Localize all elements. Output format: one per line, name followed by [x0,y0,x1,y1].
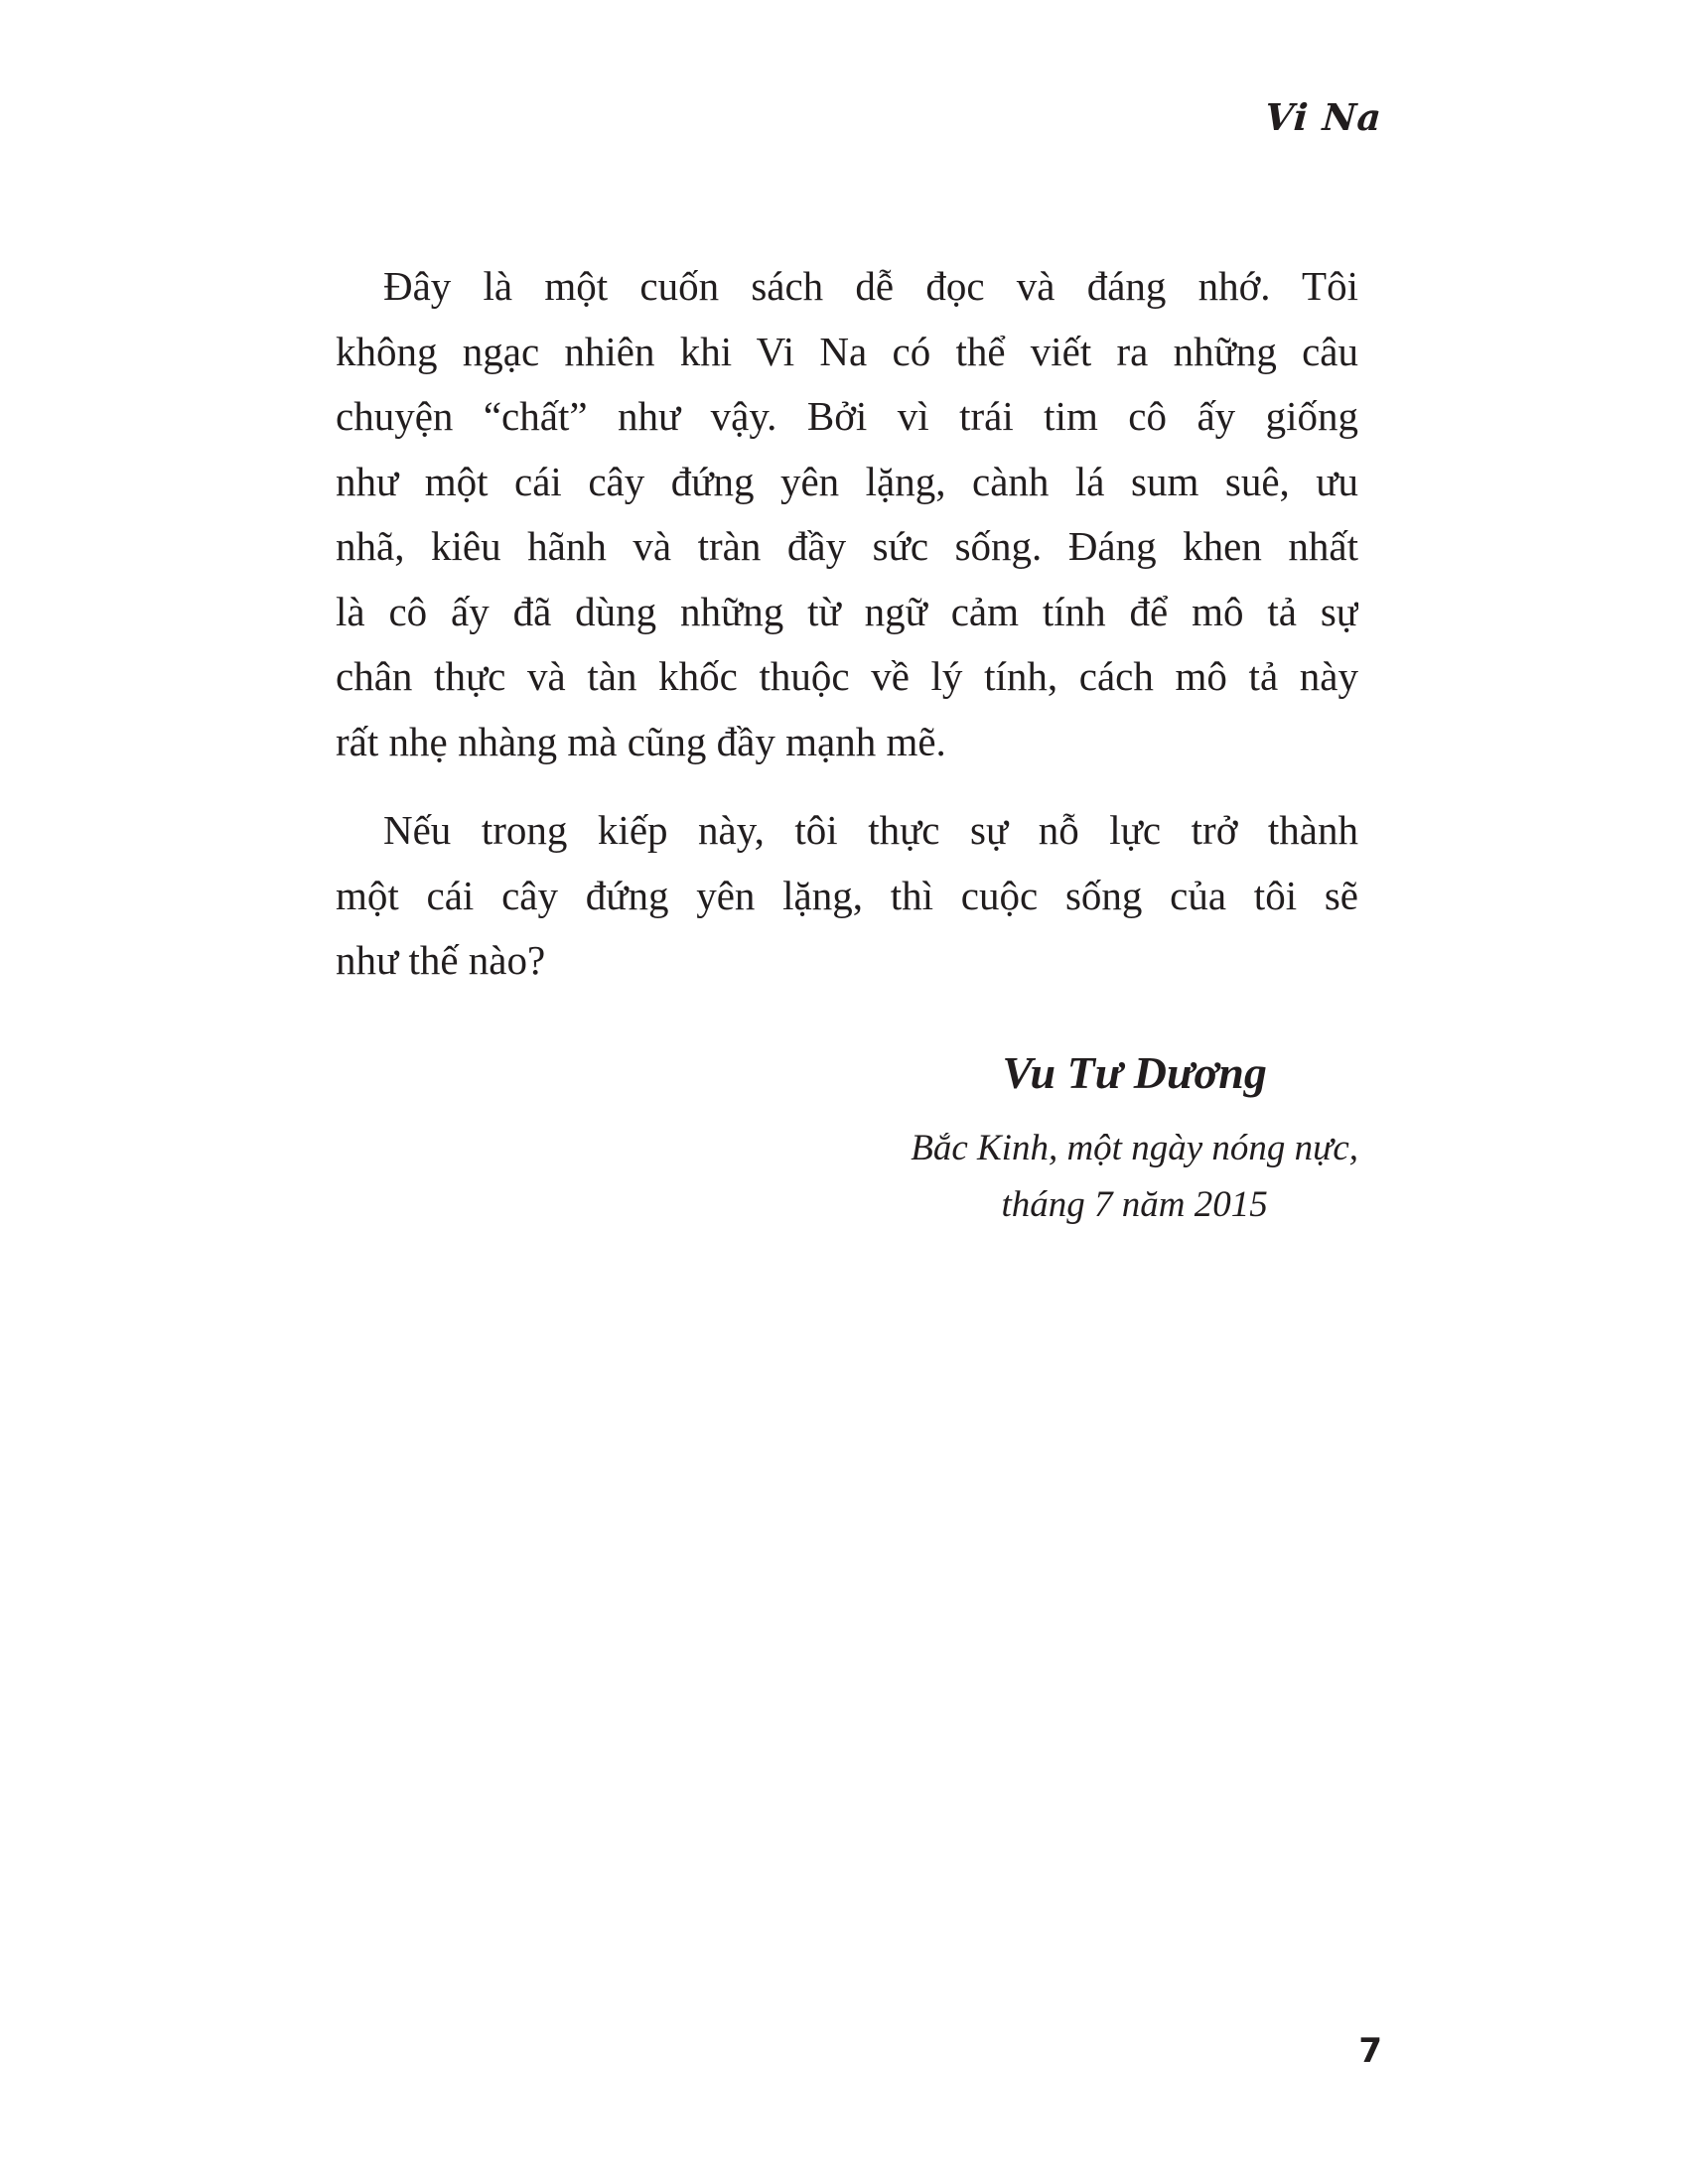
page-number: 7 [1358,2031,1382,2071]
paragraph-1 [336,254,1358,774]
signature-place-line: Bắc Kinh, một ngày nóng nực, [911,1127,1358,1168]
text-line: chuyện “chất” như vậy. Bởi vì trái tim cô ấy giống [336,393,1358,439]
paragraph-2 [336,798,1358,994]
text-column [336,254,1358,1233]
text-line: là cô ấy đã dùng những từ ngữ cảm tính để mô tả sự [336,588,1358,634]
running-header-author: Vi Na [1263,95,1384,139]
signature-block [911,1038,1358,1233]
text-line: chân thực và tàn khốc thuộc về lý tính, cách mô tả này [336,653,1358,699]
text-line: không ngạc nhiên khi Vi Na có thể viết ra những câu [336,328,1358,374]
text-line: một cái cây đứng yên lặng, thì cuộc sống của tôi sẽ [336,872,1358,918]
text-line: như thế nào? [336,937,546,983]
text-line: rất nhẹ nhàng mà cũng đầy mạnh mẽ. [336,718,946,764]
text-line: nhã, kiêu hãnh và tràn đầy sức sống. Đáng khen nhất [336,523,1358,569]
text-line: như một cái cây đứng yên lặng, cành lá sum suê, ưu [336,458,1358,504]
signature-author-name: Vu Tư Dương [1002,1046,1267,1098]
signature-date-line: tháng 7 năm 2015 [1001,1183,1268,1225]
text-line: Nếu trong kiếp này, tôi thực sự nỗ lực trở thành [383,807,1358,853]
text-line: Đây là một cuốn sách dễ đọc và đáng nhớ. Tôi [383,263,1358,309]
